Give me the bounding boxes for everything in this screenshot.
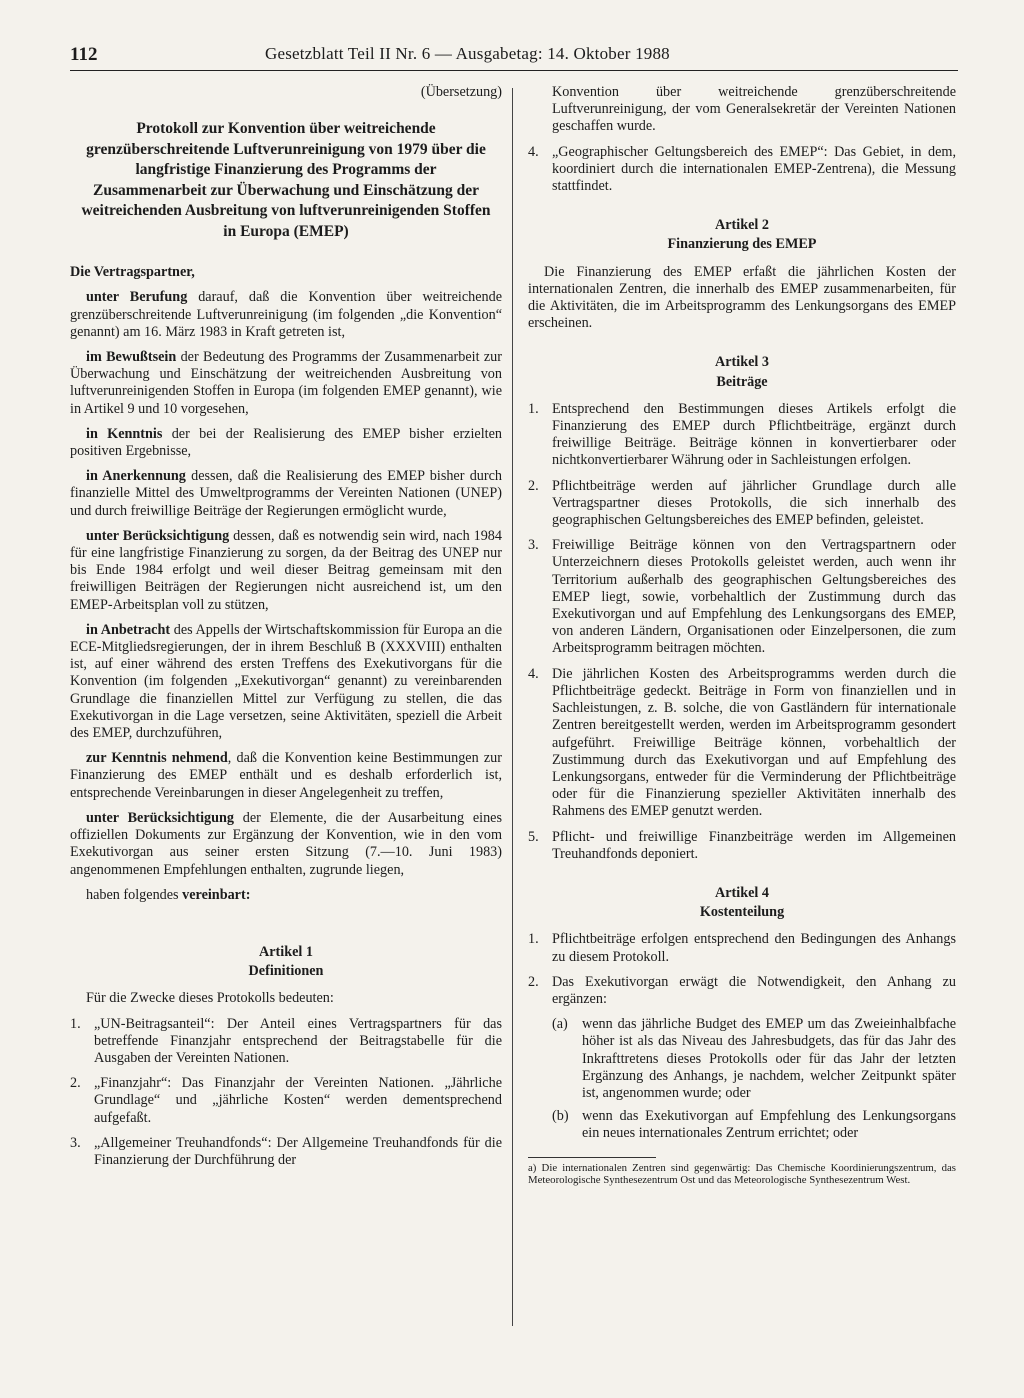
translation-note: (Übersetzung) (420, 84, 502, 100)
item-number: 5. (528, 828, 539, 845)
recital-6 (70, 622, 502, 742)
item-text: „Geographischer Geltungsbereich des EMEP“: Das Gebiet, in dem, koordiniert durch die internationalen EMEP-Zentrena), die Messung stattfindet. (552, 143, 956, 195)
article-3-item-3 (528, 537, 956, 657)
article-1-item-4 (528, 144, 956, 196)
item-text: Pflichtbeiträge erfolgen entsprechend den Bedingungen des Anhangs zu diesem Protokoll. (552, 931, 956, 965)
subitem-text: wenn das Exekutivorgan auf Empfehlung des Lenkungsorgans ein neues internationales Zentrum errichtet; oder (582, 1108, 956, 1142)
running-header: Gesetzblatt Teil II Nr. 6 — Ausgabetag: 14. Oktober 1988 (265, 44, 670, 63)
article-4-item-2 (528, 974, 956, 1008)
recital-lead: in Anerkennung (86, 468, 186, 485)
article-3-item-4 (528, 666, 956, 821)
recital-4 (70, 468, 502, 520)
contracting-parties: Die Vertragspartner, (70, 264, 195, 281)
article-4-number: Artikel 4 (715, 884, 769, 901)
recital-5 (70, 528, 502, 614)
item-number: 3. (70, 1134, 81, 1151)
recital-text: dessen, daß es notwendig sein wird, nach 1984 für eine langfristige Finanzierung zu sorgen, da der Beitrag des UNEP nur bis Ende 1984 erfolgt und weil dieser Beitrag gemeinsam mit den freiwilligen Beiträgen der Regierungen nicht ausreichend ist, um den EMEP-Arbeitsplan voll zu stützen, (70, 527, 502, 613)
article-3-item-2 (528, 478, 956, 530)
recital-2 (70, 349, 502, 418)
item-number: 3. (528, 537, 539, 554)
recital-1 (70, 289, 502, 341)
recital-text: dessen, daß die Realisierung des EMEP bisher durch finanzielle Mittel des Umweltprogramms der Vereinten Nationen (UNEP) und durch freiwillige Beiträge der Regierungen ermöglicht wurde, (70, 468, 503, 519)
recital-lead: im Bewußtsein (86, 349, 177, 366)
agreement-prefix: haben folgendes (86, 886, 183, 903)
article-3-item-1 (528, 401, 956, 470)
article-4-title: Kostenteilung (699, 904, 785, 921)
header-rule (70, 70, 958, 71)
item-number: 4. (528, 143, 539, 160)
recital-lead: unter Berücksichtigung (86, 527, 230, 544)
recital-lead: zur Kenntnis nehmend (86, 750, 228, 767)
recital-text: der Bedeutung des Programms der Zusammenarbeit zur Überwachung und Einschätzung der weitreichenden Ausbreitung von luftverunreinigenden Stoffen in Europa (im folgenden EMEP genannt), wie in Artikel 9 und 10 vorgesehen, (70, 349, 502, 417)
recital-text: der Elemente, die der Ausarbeitung eines offiziellen Dokuments zur Ergänzung der Konvention, wie in den vom Exekutivorgan aus seiner ersten Sitzung (7.—10. Juni 1983) angenommenen Empfehlungen enthalten, zugrunde liegen, (70, 809, 502, 878)
item-number: 1. (528, 400, 539, 417)
article-1-item-3 (70, 1135, 502, 1169)
item-number: 2. (528, 477, 539, 494)
article-2-number: Artikel 2 (715, 217, 769, 234)
column-divider (512, 88, 513, 1326)
page-number: 112 (70, 44, 98, 65)
recital-7 (70, 750, 502, 802)
article-4-item-1 (528, 931, 956, 965)
subitem-label: (a) (552, 1016, 568, 1033)
recital-lead: in Kenntnis (86, 425, 163, 442)
article-4-subitem-a (552, 1016, 956, 1102)
item-text: Pflichtbeiträge werden auf jährlicher Grundlage durch alle Vertragspartner dieses Protokolls, die sich innerhalb des geographischen Geltungsbereiches des EMEP befinden, geleistet. (552, 477, 956, 529)
recital-8 (70, 810, 502, 879)
item-text: „UN-Beitragsanteil“: Der Anteil eines Vertragspartners für das betreffende Finanzjahr entsprechend der Beitragstabelle für die Ausgaben der Vereinten Nationen. (94, 1015, 502, 1066)
document-title: Protokoll zur Konvention über weitreichende grenzüberschreitende Luftverunreinigung von 1979 über die langfristige Finanzierung des Programms der Zusammenarbeit zur Überwachung und Einschätzung der weitreichenden Ausbreitung von luftverunreinigenden Stoffen in Europa (EMEP) (81, 120, 491, 240)
item-text: Das Exekutivorgan erwägt die Notwendigkeit, den Anhang zu ergänzen: (552, 973, 956, 1007)
article-1-intro: Für die Zwecke dieses Protokolls bedeuten: (86, 990, 334, 1007)
subitem-label: (b) (552, 1108, 569, 1125)
article-2-text: Die Finanzierung des EMEP erfaßt die jährlichen Kosten der internationalen Zentren, die innerhalb des EMEP zusammenarbeiten, für die Aktivitäten, die im Arbeitsprogramm des Lenkungsorgans des EMEP erscheinen. (528, 263, 956, 332)
item-number: 2. (528, 973, 539, 990)
item-number: 4. (528, 665, 539, 682)
subitem-text: wenn das jährliche Budget des EMEP um das Zweieinhalbfache höher ist als das Niveau des Jahresbudgets, das für das Jahr des Inkrafttretens dieses Protokolls oder für das Jahr der letzten Ergänzung des Anhangs, je nachdem, welcher Zeitpunkt später ist, angenommen wurde; oder (582, 1016, 956, 1101)
recital-3 (70, 426, 502, 460)
article-1-item-1 (70, 1016, 502, 1068)
recital-text: des Appells der Wirtschaftskommission für Europa an die ECE-Mitgliedsregierungen, der in ihrem Beschluß B (XXXVIII) enthalten ist, auf einer während des ersten Treffens des Exekutivorgans für die Konvention (im folgenden „Exekutivorgan“ genannt) zu vereinbarenden Grundlage die finanziellen Mittel zur Verfügung zu stellen, die das Exekutivorgan in die Lage versetzen, seine Aktivitäten, speziell die Arbeit des EMEP, durchzuführen, (70, 621, 502, 742)
footnote: a) Die internationalen Zentren sind gegenwärtig: Das Chemische Koordinierungszentrum, das Meteorologische Synthesezentrum Ost und das Meteorologische Synthesezentrum West. (528, 1161, 956, 1187)
recital-text: der bei der Realisierung des EMEP bisher erzielten positiven Ergebnisse, (70, 425, 502, 460)
recital-text: darauf, daß die Konvention über weitreichende grenzüberschreitende Luftverunreinigung (im folgenden „die Konvention“ genannt) am 16. März 1983 in Kraft getreten ist, (70, 289, 503, 340)
recital-lead: unter Berücksichtigung (86, 809, 235, 826)
article-3-title: Beiträge (716, 373, 768, 390)
article-4-subitem-b (552, 1108, 956, 1142)
recital-lead: unter Berufung (86, 289, 188, 306)
article-2-title: Finanzierung des EMEP (667, 236, 817, 253)
article-3-number: Artikel 3 (715, 354, 769, 371)
article-1-number: Artikel 1 (259, 943, 313, 960)
recital-text: , daß die Konvention keine Bestimmungen zur Finanzierung des EMEP enthält und es deshalb erforderlich ist, entsprechende Vereinbarungen in dieser Angelegenheit zu treffen, (70, 750, 502, 801)
article-1-item-3-continuation: Konvention über weitreichende grenzüberschreitende Luftverunreinigung, der vom Generalsekretär der Vereinten Nationen geschaffen wurde. (552, 84, 956, 135)
article-1-title: Definitionen (248, 963, 324, 980)
item-text: „Finanzjahr“: Das Finanzjahr der Vereinten Nationen. „Jährliche Grundlage“ und „jährliche Kosten“ werden dementsprechend aufgefaßt. (94, 1075, 502, 1126)
item-text: „Allgemeiner Treuhandfonds“: Der Allgemeine Treuhandfonds für die Finanzierung der Durchführung der (94, 1134, 502, 1168)
item-text: Pflicht- und freiwillige Finanzbeiträge werden im Allgemeinen Treuhandfonds deponiert. (552, 828, 956, 862)
right-column (528, 84, 956, 1187)
article-1-item-2 (70, 1075, 502, 1127)
footnote-rule (528, 1157, 656, 1158)
agreement-clause (70, 887, 502, 904)
agreement-bold: vereinbart: (182, 886, 251, 903)
item-number: 2. (70, 1075, 81, 1092)
article-3-item-5 (528, 829, 956, 863)
item-number: 1. (528, 931, 539, 948)
item-number: 1. (70, 1015, 81, 1032)
recital-lead: in Anbetracht (86, 621, 171, 638)
left-column (70, 84, 502, 1177)
item-text: Die jährlichen Kosten des Arbeitsprogramms werden durch die Pflichtbeiträge gedeckt. Beiträge in Form von finanziellen und in Sachleistungen, z. B. solche, die von Gastländern für internationale Zentren bereitgestellt werden, werden im Arbeitsprogramm gesondert aufgeführt. Freiwillige Beiträge können, vorbehaltlich der Zustimmung durch das Exekutivorgan und auf Empfehlung des Lenkungsorgans, entweder für die Verminderung der Pflichtbeiträge oder für die Finanzierung spezieller Aktivitäten innerhalb des Rahmens des EMEP genutzt werden. (552, 665, 956, 820)
item-text: Freiwillige Beiträge können von den Vertragspartnern oder Unterzeichnern dieses Protokolls geleistet werden, auch wenn ihr Territorium außerhalb des geographischen Geltungsbereiches des EMEP liegt, sowie, vorbehaltlich der Zustimmung durch das Exekutivorgan und auf Empfehlung des Lenkungsorgans des EMEP, von anderen Ländern, Organisationen oder Einzelpersonen, die zum Arbeitsprogramm beitragen möchten. (552, 537, 956, 657)
item-text: Entsprechend den Bestimmungen dieses Artikels erfolgt die Finanzierung des EMEP durch Pflichtbeiträge, ergänzt durch freiwillige Beiträge. Beiträge können in konvertierbarer oder nichtkonvertierbarer Währung oder in Sachleistungen erfolgen. (552, 400, 956, 469)
